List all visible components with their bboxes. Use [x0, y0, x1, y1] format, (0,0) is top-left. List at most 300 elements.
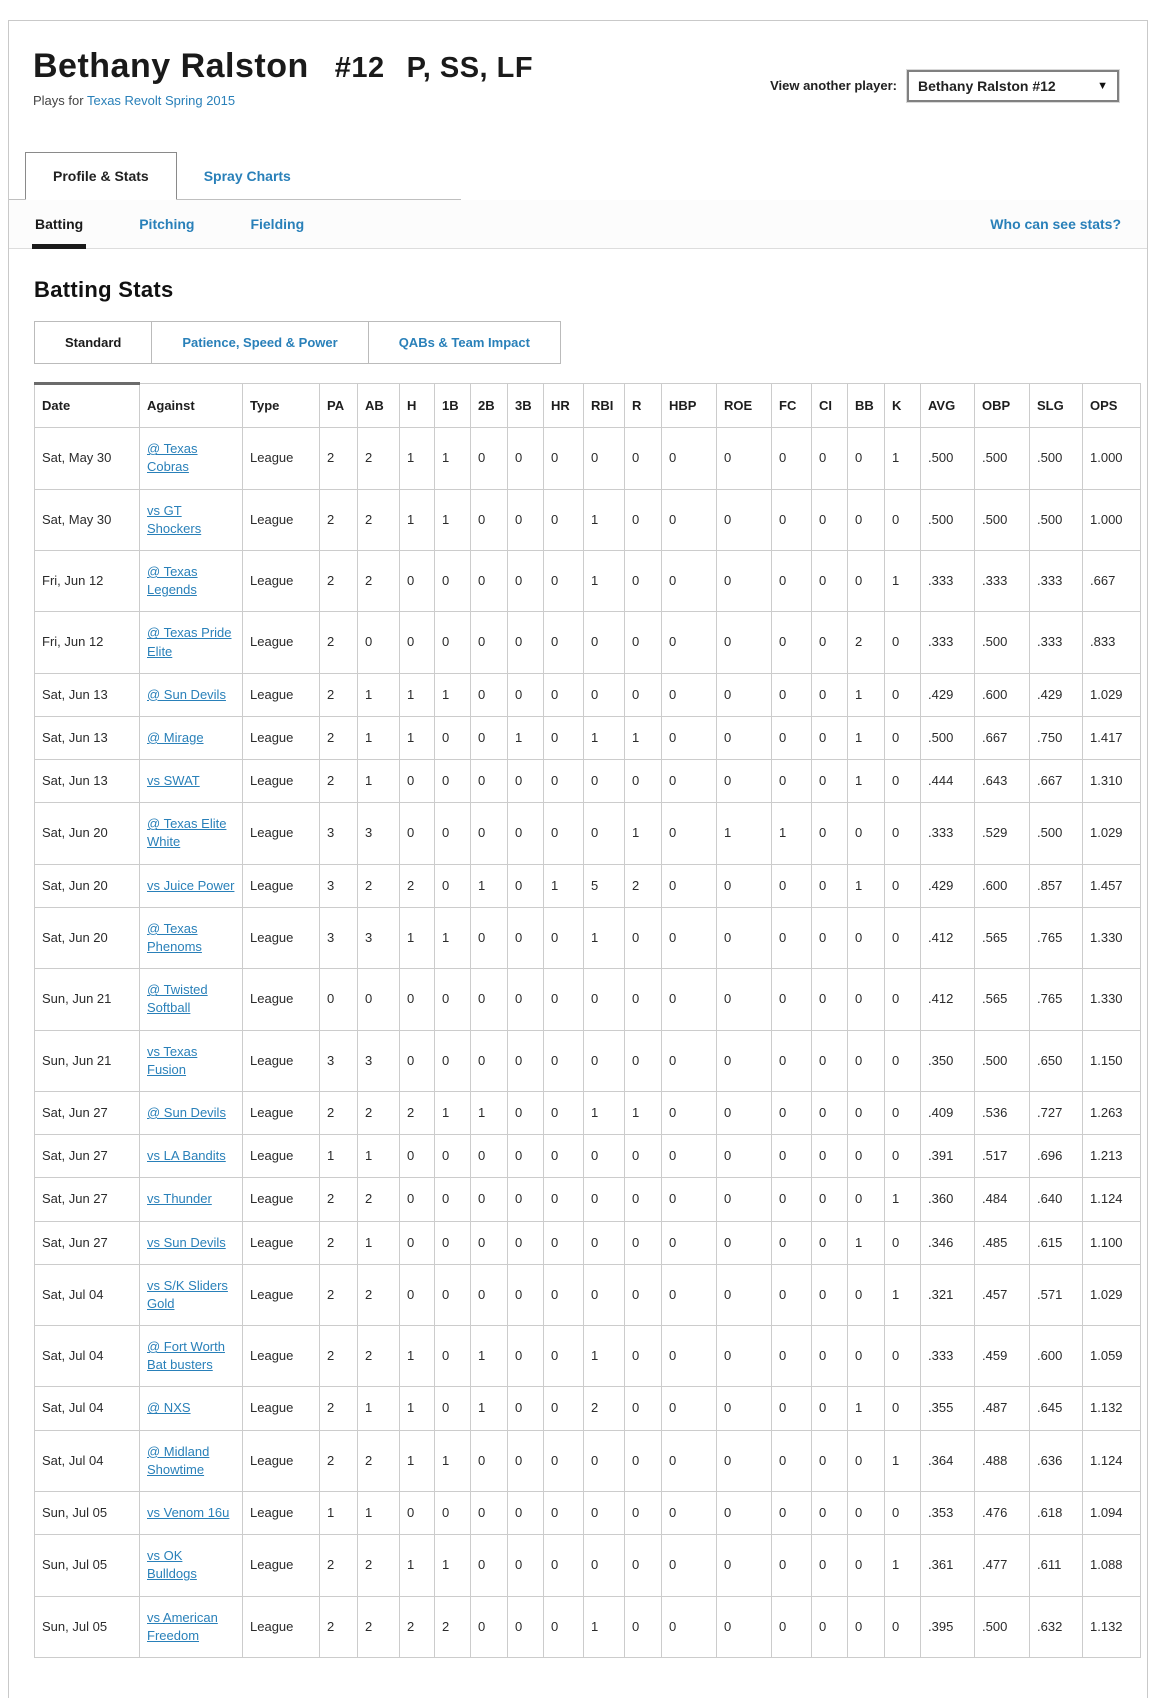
opponent-cell — [140, 1178, 243, 1221]
stat-cell: .477 — [975, 1535, 1030, 1596]
stat-cell: 2 — [584, 1387, 625, 1430]
stat-cell: 3 — [358, 1030, 400, 1091]
opponent-link[interactable]: @ Texas Phenoms — [147, 920, 202, 954]
opponent-cell — [140, 1030, 243, 1091]
stat-cell: 1 — [625, 803, 662, 864]
stat-cell: .565 — [975, 969, 1030, 1030]
column-header-avg[interactable]: AVG — [921, 384, 975, 428]
stat-cell: .517 — [975, 1135, 1030, 1178]
stat-cell: 0 — [508, 907, 544, 968]
subnav-fielding[interactable]: Fielding — [250, 216, 305, 232]
stat-cell: 0 — [772, 1030, 812, 1091]
stat-cell: 1.100 — [1083, 1221, 1141, 1264]
stat-cell: 2 — [848, 612, 885, 673]
stat-cell: .500 — [975, 1030, 1030, 1091]
stat-cell: 0 — [544, 1091, 584, 1134]
stat-cell: 0 — [544, 716, 584, 759]
stat-cell: 0 — [584, 673, 625, 716]
game-date-cell: Sat, Jun 27 — [35, 1221, 140, 1264]
stat-cell: 1.059 — [1083, 1326, 1141, 1387]
stat-cell: .667 — [975, 716, 1030, 759]
column-header-3b[interactable]: 3B — [508, 384, 544, 428]
stat-cell: 0 — [400, 1264, 435, 1325]
game-date-cell: Sun, Jun 21 — [35, 1030, 140, 1091]
tab-spray-charts[interactable]: Spray Charts — [203, 168, 291, 184]
stat-cell: 0 — [508, 1492, 544, 1535]
stat-cell: 0 — [471, 428, 508, 489]
stat-cell: 2 — [320, 489, 358, 550]
stat-cell: 1 — [400, 489, 435, 550]
game-type-cell: League — [243, 864, 320, 907]
column-header-hr[interactable]: HR — [544, 384, 584, 428]
game-date-cell: Sat, Jul 04 — [35, 1387, 140, 1430]
stat-cell: 0 — [584, 1430, 625, 1491]
stat-cell: 0 — [544, 612, 584, 673]
opponent-cell — [140, 1135, 243, 1178]
stat-cell: 0 — [848, 489, 885, 550]
stat-cell: 0 — [544, 1178, 584, 1221]
stat-cell: 2 — [400, 864, 435, 907]
stat-cell: 0 — [435, 612, 471, 673]
game-type-cell: League — [243, 1030, 320, 1091]
opponent-link[interactable]: vs Venom 16u — [147, 1505, 230, 1520]
stat-cell: 1 — [471, 864, 508, 907]
stat-cell: 1 — [320, 1492, 358, 1535]
stat-cell: 2 — [358, 489, 400, 550]
stat-cell: 0 — [435, 969, 471, 1030]
stat-cell: 1 — [584, 716, 625, 759]
stat-cell: 1 — [400, 428, 435, 489]
stat-cell: .500 — [975, 1596, 1030, 1657]
stat-cell: 0 — [508, 1326, 544, 1387]
column-header-ci[interactable]: CI — [812, 384, 848, 428]
stat-cell: 0 — [584, 803, 625, 864]
stat-cell: 2 — [320, 1091, 358, 1134]
stat-cell: .765 — [1030, 907, 1083, 968]
stat-cell: 0 — [812, 1492, 848, 1535]
stat-cell: 0 — [544, 1535, 584, 1596]
stat-cell: 0 — [400, 760, 435, 803]
stat-cell: 0 — [435, 1326, 471, 1387]
table-row — [35, 1221, 1141, 1264]
column-header-slg[interactable]: SLG — [1030, 384, 1083, 428]
stat-cell: 1 — [508, 716, 544, 759]
stat-cell: 0 — [848, 1492, 885, 1535]
game-date-cell: Sat, Jun 13 — [35, 716, 140, 759]
stat-cell: 3 — [358, 803, 400, 864]
plays-for-line — [33, 93, 533, 108]
stat-cell: 0 — [772, 1430, 812, 1491]
opponent-link[interactable]: @ Midland Showtime — [147, 1443, 210, 1477]
column-header-roe[interactable]: ROE — [717, 384, 772, 428]
stat-cell: 1 — [584, 907, 625, 968]
opponent-link[interactable]: vs GT Shockers — [147, 502, 202, 536]
opponent-link[interactable]: @ Sun Devils — [147, 686, 226, 702]
player-heading-block — [33, 47, 533, 108]
stat-cell: 1 — [400, 1387, 435, 1430]
stat-cell: 0 — [508, 428, 544, 489]
stat-cell: 0 — [848, 1264, 885, 1325]
stat-cell: 1 — [320, 1135, 358, 1178]
stat-cell: 1 — [584, 489, 625, 550]
stat-cell: 2 — [358, 1091, 400, 1134]
game-date-cell: Sat, May 30 — [35, 489, 140, 550]
column-header-h[interactable]: H — [400, 384, 435, 428]
player-select-value: Bethany Ralston #12 — [918, 77, 1056, 94]
stat-cell: 0 — [584, 428, 625, 489]
column-header-1b[interactable]: 1B — [435, 384, 471, 428]
column-header-bb[interactable]: BB — [848, 384, 885, 428]
stat-cell: 0 — [772, 716, 812, 759]
stat-cell: 1.094 — [1083, 1492, 1141, 1535]
stat-cell: 0 — [772, 760, 812, 803]
stat-cell: .565 — [975, 907, 1030, 968]
page-container — [8, 20, 1148, 1698]
game-type-cell: League — [243, 1264, 320, 1325]
column-header-date[interactable]: Date — [35, 384, 140, 428]
stat-cell: 0 — [471, 907, 508, 968]
subnav-pitching[interactable]: Pitching — [139, 216, 195, 232]
stat-cell: 1 — [435, 673, 471, 716]
stats-view-button-group — [34, 321, 561, 364]
tab-profile-stats[interactable]: Profile & Stats — [25, 152, 177, 200]
stat-cell: 0 — [812, 1091, 848, 1134]
stat-cell: .636 — [1030, 1430, 1083, 1491]
stat-cell: 0 — [717, 673, 772, 716]
stat-cell: 1 — [435, 1535, 471, 1596]
game-type-cell: League — [243, 760, 320, 803]
stat-cell: 0 — [812, 1387, 848, 1430]
section-title: Batting Stats — [34, 277, 174, 302]
stat-cell: 0 — [772, 550, 812, 611]
stat-cell: 0 — [848, 907, 885, 968]
stat-cell: 0 — [885, 612, 921, 673]
game-date-cell: Sat, Jul 04 — [35, 1264, 140, 1325]
game-date-cell: Sat, Jul 04 — [35, 1430, 140, 1491]
stat-cell: 2 — [320, 550, 358, 611]
stat-cell: 0 — [544, 1326, 584, 1387]
stat-cell: 0 — [544, 1387, 584, 1430]
stat-cell: .333 — [921, 803, 975, 864]
stat-cell: .395 — [921, 1596, 975, 1657]
stat-cell: 0 — [848, 550, 885, 611]
stat-cell: 0 — [471, 1178, 508, 1221]
stat-cell: 2 — [358, 1326, 400, 1387]
stat-cell: 0 — [848, 1030, 885, 1091]
game-date-cell: Sat, Jun 13 — [35, 673, 140, 716]
stat-cell: 0 — [508, 1178, 544, 1221]
page-header — [9, 21, 1147, 108]
game-date-cell: Fri, Jun 12 — [35, 550, 140, 611]
stat-cell: .500 — [1030, 489, 1083, 550]
opponent-link[interactable]: vs SWAT — [147, 773, 200, 789]
stat-cell: 0 — [812, 550, 848, 611]
stat-cell: 0 — [625, 907, 662, 968]
column-header-type[interactable]: Type — [243, 384, 320, 428]
stat-cell: 0 — [772, 1596, 812, 1657]
stat-cell: 0 — [584, 760, 625, 803]
stat-cell: 1.213 — [1083, 1135, 1141, 1178]
table-header-row — [35, 384, 1141, 428]
stat-cell: 0 — [400, 1178, 435, 1221]
stat-cell: 0 — [625, 1135, 662, 1178]
stat-cell: 0 — [471, 1221, 508, 1264]
stat-cell: .429 — [921, 864, 975, 907]
stat-cell: 2 — [320, 1264, 358, 1325]
stat-cell: 0 — [625, 1221, 662, 1264]
opponent-link[interactable]: @ Twisted Softball — [147, 982, 208, 1016]
stat-cell: 0 — [625, 1030, 662, 1091]
stat-cell: 0 — [848, 428, 885, 489]
stat-cell: 0 — [625, 428, 662, 489]
stat-cell: 0 — [471, 1596, 508, 1657]
opponent-link[interactable]: @ Texas Legends — [147, 563, 198, 598]
column-header-fc[interactable]: FC — [772, 384, 812, 428]
stat-cell: .429 — [1030, 673, 1083, 716]
column-header-pa[interactable]: PA — [320, 384, 358, 428]
opponent-link[interactable]: vs American Freedom — [147, 1609, 218, 1643]
stat-cell: 0 — [772, 612, 812, 673]
table-row — [35, 1030, 1141, 1091]
who-can-see-stats-link[interactable]: Who can see stats? — [990, 216, 1121, 232]
opponent-link[interactable]: vs S/K Sliders Gold — [147, 1277, 228, 1311]
stat-cell: 0 — [544, 1221, 584, 1264]
column-header-2b[interactable]: 2B — [471, 384, 508, 428]
stat-cell: 0 — [717, 716, 772, 759]
stat-cell: 0 — [717, 1264, 772, 1325]
opponent-link[interactable]: vs Juice Power — [147, 877, 235, 893]
view-button-patience-speed-power[interactable]: Patience, Speed & Power — [152, 322, 368, 363]
stat-cell: .444 — [921, 760, 975, 803]
stat-cell: 0 — [584, 1535, 625, 1596]
stat-cell: 0 — [471, 716, 508, 759]
stat-cell: 0 — [848, 1535, 885, 1596]
stat-cell: 0 — [508, 1091, 544, 1134]
stat-cell: 0 — [625, 673, 662, 716]
stat-cell: 0 — [584, 1030, 625, 1091]
game-date-cell: Sat, Jun 20 — [35, 864, 140, 907]
stat-cell: 0 — [772, 1535, 812, 1596]
stat-cell: 0 — [772, 1264, 812, 1325]
stat-cell: 0 — [471, 1430, 508, 1491]
tabs-strip — [9, 152, 461, 200]
stat-cell: 0 — [625, 1387, 662, 1430]
view-another-player-label: View another player: — [770, 78, 897, 93]
stat-cell: 2 — [320, 760, 358, 803]
stat-cell: 0 — [508, 673, 544, 716]
stat-cell: 0 — [435, 864, 471, 907]
stat-cell: 1 — [435, 907, 471, 968]
stat-cell: 0 — [885, 1135, 921, 1178]
stat-cell: 0 — [544, 1030, 584, 1091]
stat-cell: 1 — [848, 760, 885, 803]
stat-cell: 0 — [544, 1596, 584, 1657]
stat-cell: .459 — [975, 1326, 1030, 1387]
table-row — [35, 673, 1141, 716]
stat-cell: 1.132 — [1083, 1387, 1141, 1430]
stat-cell: 0 — [320, 969, 358, 1030]
stat-cell: 1 — [400, 907, 435, 968]
stat-cell: 1 — [625, 716, 662, 759]
stat-cell: 0 — [508, 803, 544, 864]
table-row — [35, 1135, 1141, 1178]
opponent-link[interactable]: vs Sun Devils — [147, 1234, 226, 1250]
stat-cell: 1.330 — [1083, 907, 1141, 968]
opponent-link[interactable]: @ Sun Devils — [147, 1104, 226, 1120]
stat-cell: 0 — [662, 1178, 717, 1221]
stat-cell: 0 — [662, 1264, 717, 1325]
stat-cell: 0 — [400, 550, 435, 611]
stat-cell: 0 — [812, 716, 848, 759]
stat-cell: 5 — [584, 864, 625, 907]
opponent-link[interactable]: vs Texas Fusion — [147, 1043, 198, 1077]
column-header-ops[interactable]: OPS — [1083, 384, 1141, 428]
stat-cell: 0 — [772, 428, 812, 489]
stat-cell: 0 — [848, 1430, 885, 1491]
stat-cell: 0 — [544, 673, 584, 716]
stat-cell: 0 — [885, 673, 921, 716]
game-date-cell: Sat, Jun 20 — [35, 803, 140, 864]
stat-cell: .321 — [921, 1264, 975, 1325]
opponent-link[interactable]: @ Fort Worth Bat busters — [147, 1339, 225, 1373]
game-date-cell: Fri, Jun 12 — [35, 612, 140, 673]
stat-cell: 0 — [435, 1030, 471, 1091]
stat-cell: 1.029 — [1083, 803, 1141, 864]
stat-cell: 0 — [471, 1135, 508, 1178]
stat-cell: 0 — [400, 1221, 435, 1264]
stat-cell: 0 — [812, 1596, 848, 1657]
stat-cell: 2 — [320, 1430, 358, 1491]
stat-cell: 0 — [471, 673, 508, 716]
stat-cell: .640 — [1030, 1178, 1083, 1221]
stat-cell: 2 — [358, 864, 400, 907]
stat-cell: .391 — [921, 1135, 975, 1178]
opponent-cell — [140, 612, 243, 673]
stat-cell: 0 — [508, 1264, 544, 1325]
stat-cell: 0 — [508, 1135, 544, 1178]
stat-cell: 0 — [772, 1492, 812, 1535]
opponent-link[interactable]: vs LA Bandits — [147, 1148, 226, 1164]
stat-cell: 0 — [885, 969, 921, 1030]
stat-cell: 2 — [358, 1430, 400, 1491]
stat-cell: 0 — [812, 673, 848, 716]
opponent-link[interactable]: @ Texas Pride Elite — [147, 625, 232, 659]
stat-cell: 0 — [471, 803, 508, 864]
opponent-link[interactable]: vs Thunder — [147, 1191, 212, 1207]
stat-cell: .571 — [1030, 1264, 1083, 1325]
player-select[interactable] — [907, 70, 1119, 102]
stat-cell: 0 — [435, 803, 471, 864]
stat-cell: 0 — [584, 1492, 625, 1535]
stat-cell: 0 — [885, 716, 921, 759]
stat-cell: .487 — [975, 1387, 1030, 1430]
stat-cell: 0 — [662, 1091, 717, 1134]
stat-cell: 0 — [471, 1535, 508, 1596]
stat-cell: 1.417 — [1083, 716, 1141, 759]
stat-cell: 0 — [662, 1030, 717, 1091]
opponent-cell — [140, 760, 243, 803]
game-date-cell: Sat, Jun 27 — [35, 1135, 140, 1178]
table-row — [35, 1091, 1141, 1134]
stat-cell: 0 — [812, 907, 848, 968]
stat-cell: .350 — [921, 1030, 975, 1091]
stat-cell: .615 — [1030, 1221, 1083, 1264]
stat-cell: 0 — [508, 1535, 544, 1596]
stat-cell: 0 — [772, 673, 812, 716]
subnav-batting[interactable]: Batting — [35, 216, 84, 232]
column-header-hbp[interactable]: HBP — [662, 384, 717, 428]
stat-cell: 0 — [848, 803, 885, 864]
table-row — [35, 1596, 1141, 1657]
stat-cell: 0 — [772, 969, 812, 1030]
stat-cell: .765 — [1030, 969, 1083, 1030]
stat-cell: 0 — [358, 969, 400, 1030]
stat-cell: .500 — [975, 489, 1030, 550]
stat-cell: 0 — [812, 803, 848, 864]
stat-cell: 0 — [848, 1178, 885, 1221]
opponent-link[interactable]: @ Mirage — [147, 729, 204, 745]
stat-cell: 0 — [812, 612, 848, 673]
column-header-against[interactable]: Against — [140, 384, 243, 428]
table-row — [35, 1492, 1141, 1535]
column-header-r[interactable]: R — [625, 384, 662, 428]
stat-cell: 0 — [662, 550, 717, 611]
table-row — [35, 428, 1141, 489]
opponent-cell — [140, 489, 243, 550]
game-date-cell: Sat, May 30 — [35, 428, 140, 489]
column-header-k[interactable]: K — [885, 384, 921, 428]
stat-cell: 1 — [358, 673, 400, 716]
stat-cell: 1 — [358, 1135, 400, 1178]
stat-cell: 3 — [320, 864, 358, 907]
opponent-link[interactable]: @ Texas Cobras — [147, 441, 198, 475]
game-date-cell: Sat, Jun 13 — [35, 760, 140, 803]
stat-cell: 0 — [717, 1135, 772, 1178]
view-button-qabs-team-impact[interactable]: QABs & Team Impact — [398, 335, 530, 350]
stats-subnav — [9, 200, 1147, 249]
team-link[interactable]: Texas Revolt Spring 2015 — [86, 93, 236, 108]
stat-cell: .346 — [921, 1221, 975, 1264]
stat-cell: 0 — [662, 864, 717, 907]
stat-cell: 0 — [662, 489, 717, 550]
stat-cell: 0 — [812, 1430, 848, 1491]
stat-cell: 0 — [544, 907, 584, 968]
column-header-rbi[interactable]: RBI — [584, 384, 625, 428]
opponent-link[interactable]: vs OK Bulldogs — [147, 1548, 197, 1582]
opponent-cell — [140, 803, 243, 864]
stat-cell: 0 — [400, 1030, 435, 1091]
column-header-obp[interactable]: OBP — [975, 384, 1030, 428]
column-header-ab[interactable]: AB — [358, 384, 400, 428]
stat-cell: 0 — [717, 1430, 772, 1491]
game-type-cell: League — [243, 550, 320, 611]
opponent-cell — [140, 1430, 243, 1491]
stat-cell: 1.330 — [1083, 969, 1141, 1030]
stat-cell: 0 — [400, 803, 435, 864]
opponent-link[interactable]: @ Texas Elite White — [147, 816, 227, 850]
stat-cell: 2 — [358, 1535, 400, 1596]
view-another-player-block — [770, 47, 1119, 108]
opponent-link[interactable]: @ NXS — [147, 1400, 191, 1416]
stat-cell: .500 — [1030, 428, 1083, 489]
game-date-cell: Sun, Jun 21 — [35, 969, 140, 1030]
stat-cell: 1.088 — [1083, 1535, 1141, 1596]
stat-cell: 1 — [358, 716, 400, 759]
view-button-standard[interactable]: Standard — [35, 322, 152, 363]
stat-cell: .643 — [975, 760, 1030, 803]
stat-cell: .476 — [975, 1492, 1030, 1535]
stat-cell: 2 — [358, 1264, 400, 1325]
